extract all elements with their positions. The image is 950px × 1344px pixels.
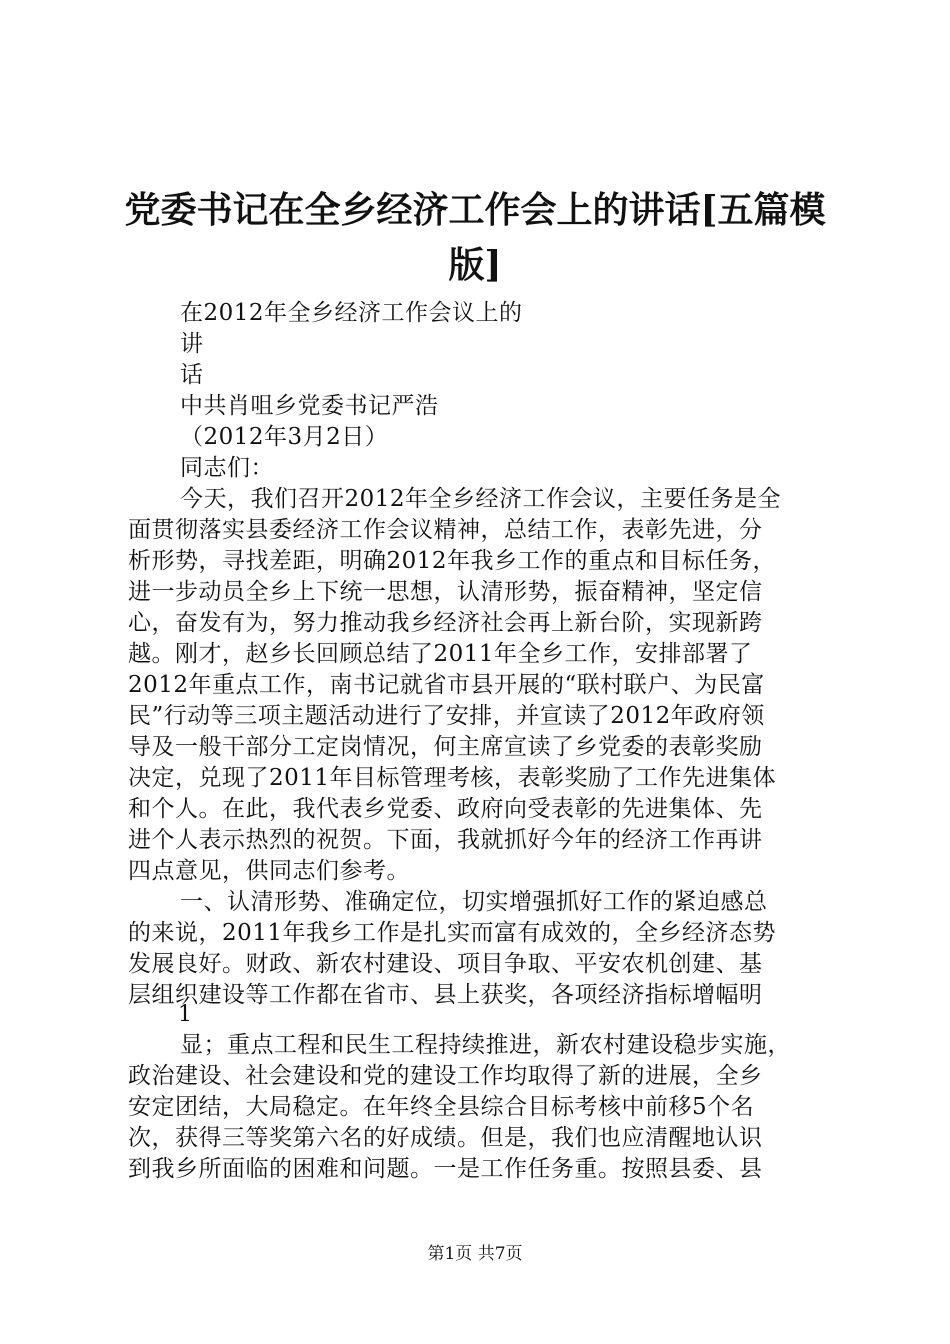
paragraph-line: 的来说，2011年我乡工作是扎实而富有成效的，全乡经济态势 xyxy=(128,920,777,946)
paragraph-line: 面贯彻落实县委经济工作会议精神，总结工作，表彰先进，分 xyxy=(128,517,763,543)
paragraph-line: 导及一般干部分工定岗情况，何主席宣读了乡党委的表彰奖励 xyxy=(128,734,763,760)
speech-date: （2012年3月2日） xyxy=(180,424,389,450)
speaker-name: 中共肖咀乡党委书记严浩 xyxy=(180,393,439,419)
paragraph-line: 析形势，寻找差距，明确2012年我乡工作的重点和目标任务， xyxy=(128,548,777,574)
paragraph-line: 今天，我们召开2012年全乡经济工作会议，主要任务是全 xyxy=(180,486,782,512)
page-footer: 第1页 共7页 xyxy=(427,1244,523,1264)
paragraph-line: 心，奋发有为，努力推动我乡经济社会再上新台阶，实现新跨 xyxy=(128,610,763,636)
paragraph-line: 进个人表示热烈的祝贺。下面，我就抓好今年的经济工作再讲 xyxy=(128,827,763,853)
document-title-continued: 版] xyxy=(448,244,502,286)
paragraph-line: 政治建设、社会建设和党的建设工作均取得了新的进展，全乡 xyxy=(128,1063,763,1089)
section-heading: 一、认清形势、准确定位，切实增强抓好工作的紧迫感总 xyxy=(180,889,768,915)
document-title: 党委书记在全乡经济工作会上的讲话[五篇模 xyxy=(124,189,826,231)
salutation: 同志们： xyxy=(180,455,274,481)
meeting-heading: 在2012年全乡经济工作会议上的 xyxy=(180,300,523,326)
inline-page-number: 1 xyxy=(178,1002,192,1027)
paragraph-line: 越。刚才，赵乡长回顾总结了2011年全乡工作，安排部署了 xyxy=(128,641,753,667)
paragraph-line: 次，获得三等奖第六名的好成绩。但是，我们也应清醒地认识 xyxy=(128,1125,763,1151)
paragraph-line: 发展良好。财政、新农村建设、项目争取、平安农机创建、基 xyxy=(128,951,763,977)
paragraph-line: 民”行动等三项主题活动进行了安排，并宣读了2012年政府领 xyxy=(128,703,765,729)
meeting-heading: 话 xyxy=(180,362,204,388)
paragraph-line: 安定团结，大局稳定。在年终全县综合目标考核中前移5个名 xyxy=(128,1094,755,1120)
paragraph-line: 和个人。在此，我代表乡党委、政府向受表彰的先进集体、先 xyxy=(128,796,763,822)
meeting-heading: 讲 xyxy=(180,331,204,357)
paragraph-line: 进一步动员全乡上下统一思想，认清形势，振奋精神，坚定信 xyxy=(128,579,763,605)
paragraph-line: 层组织建设等工作都在省市、县上获奖，各项经济指标增幅明 xyxy=(128,982,763,1008)
paragraph-line: 四点意见，供同志们参考。 xyxy=(128,858,410,884)
paragraph-line: 到我乡所面临的困难和问题。一是工作任务重。按照县委、县 xyxy=(128,1156,763,1182)
paragraph-line: 2012年重点工作，南书记就省市县开展的“联村联户、为民富 xyxy=(128,672,765,698)
paragraph-line: 显；重点工程和民生工程持续推进，新农村建设稳步实施， xyxy=(180,1032,791,1058)
paragraph-line: 决定，兑现了2011年目标管理考核，表彰奖励了工作先进集体 xyxy=(128,765,777,791)
